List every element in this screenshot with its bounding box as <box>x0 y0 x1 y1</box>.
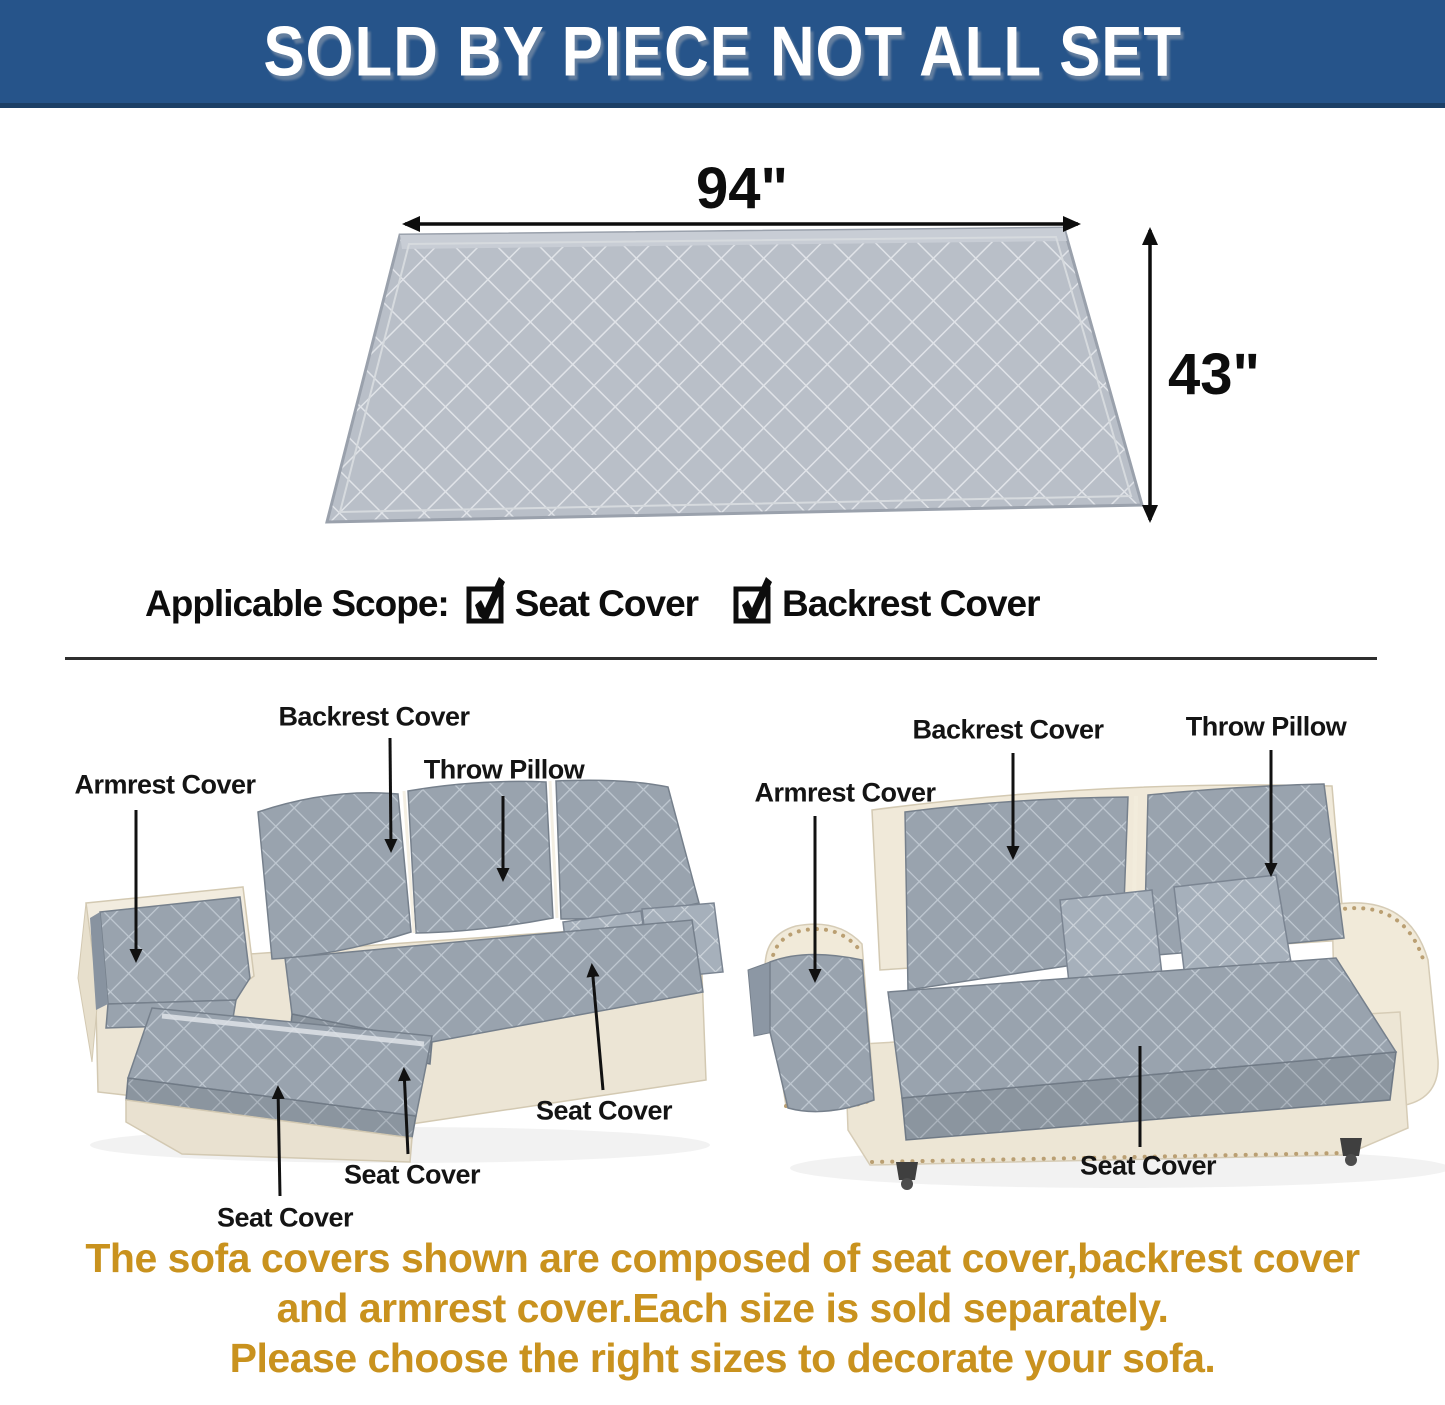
applicable-scope-row <box>145 574 1040 634</box>
checkbox-checked-icon <box>465 574 509 626</box>
right-sofa-illustration <box>748 784 1445 1190</box>
note-line-2: and armrest cover.Each size is sold separately. <box>276 1285 1169 1331</box>
left-sofa-seat-cover-label: Seat Cover <box>535 1095 673 1126</box>
left-sofa-seat-cover-label: Seat Cover <box>343 1159 481 1190</box>
height-dimension-label: 43" <box>1168 342 1261 407</box>
sofa-illustrations <box>0 660 1445 1235</box>
banner-text: SOLD BY PIECE NOT ALL SET <box>263 12 1182 91</box>
sofa-diagrams <box>0 660 1445 1235</box>
left-sofa-throw-pillow-label: Throw Pillow <box>423 754 585 785</box>
checkbox-checked-icon <box>732 574 776 626</box>
note-line-3: Please choose the right sizes to decorate your sofa. <box>229 1335 1216 1381</box>
right-sofa-armrest-cover-label: Armrest Cover <box>754 777 936 808</box>
banner <box>0 0 1445 108</box>
scope-option-seat-cover: Seat Cover <box>514 583 699 624</box>
width-dimension-label: 94" <box>695 156 789 221</box>
applicable-scope-label: Applicable Scope: <box>145 583 449 624</box>
left-seat-left-callout-line <box>278 1088 280 1196</box>
scope-option-backrest-cover: Backrest Cover <box>782 583 1040 624</box>
left-sofa-seat-cover-label: Seat Cover <box>216 1202 354 1233</box>
note-line-1: The sofa covers shown are composed of seat cover,backrest cover <box>85 1235 1360 1281</box>
fabric-dimension-diagram <box>0 130 1445 565</box>
left-sofa-armrest-cover-label: Armrest Cover <box>74 769 256 800</box>
left-sofa-backrest-cover-label: Backrest Cover <box>278 701 470 732</box>
right-sofa-seat-cover-label: Seat Cover <box>1079 1150 1217 1181</box>
right-sofa-throw-pillow-label: Throw Pillow <box>1185 711 1347 742</box>
left-backrest-callout-line <box>390 738 391 850</box>
fabric-piece <box>327 228 1142 522</box>
bottom-note <box>0 1233 1445 1383</box>
right-sofa-backrest-cover-label: Backrest Cover <box>912 714 1104 745</box>
